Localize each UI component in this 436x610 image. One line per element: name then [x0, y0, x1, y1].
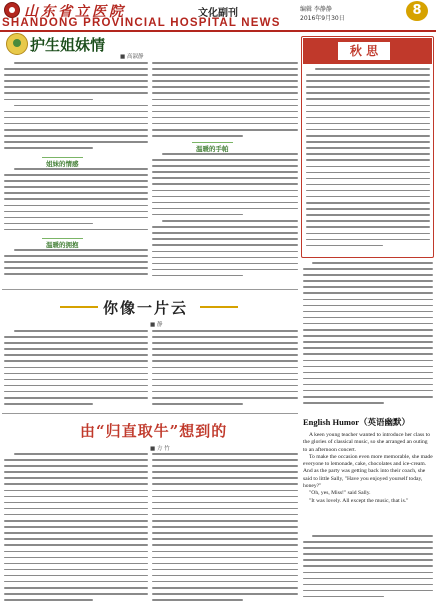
article-1-col-1a — [4, 62, 148, 157]
article-2-byline: ■ 静 — [150, 322, 163, 328]
article-1-subhead-1: 姐妹的情感 — [42, 157, 83, 170]
article-3-byline: ■ 方 竹 — [150, 446, 170, 452]
english-humor-title: English Humor（英语幽默） — [303, 417, 410, 427]
divider-2 — [2, 413, 298, 414]
hospital-logo-icon — [4, 2, 20, 18]
right-col-text — [303, 262, 433, 408]
divider-1 — [2, 289, 298, 290]
english-humor-paragraph: "It was lovely. All except the music, that is." — [309, 497, 409, 504]
editor-info: 编辑 李静静 — [300, 6, 332, 13]
hospital-name-en: SHANDONG PROVINCIAL HOSPITAL NEWS — [2, 17, 281, 29]
article-1-subhead-2: 温暖的手帕 — [192, 142, 233, 155]
issue-date: 2016年9月30日 — [300, 15, 345, 22]
masthead — [0, 0, 436, 30]
english-humor-paragraph: "Oh, yes, Miss!" said Sally. — [309, 490, 371, 497]
article-2-col-1 — [4, 330, 148, 410]
nurse-portrait-icon — [6, 33, 28, 55]
article-3-col-1 — [4, 453, 148, 607]
article-1-col-2b — [152, 153, 298, 283]
article-1-title: 护生姐妹情 — [30, 36, 106, 54]
article-3-col-2 — [152, 453, 298, 607]
hospital-name-cn: 山东省立医院 — [24, 4, 126, 20]
section-name: 文化副刊 — [198, 8, 238, 19]
page-number-badge: 8 — [406, 1, 428, 21]
autumn-title: 秋 思 — [338, 42, 390, 60]
autumn-text — [306, 68, 430, 254]
article-2-title: 你像一片云 — [103, 299, 189, 317]
english-humor-body — [303, 432, 433, 505]
article-1-col-2a — [152, 62, 298, 142]
english-humor-paragraph: To make the occasion even more memorable, she made everyone to lemonade, cake, chocolates and ice-cream. And as the party was getting back into their coach, she said to little Sally, "Have you enjoyed yourself today, honey?" — [303, 453, 433, 490]
article-1-col-1c — [4, 249, 148, 283]
title-ornament-right — [200, 306, 238, 308]
article-1-byline: ■ 高淑静 — [120, 54, 144, 60]
english-humor-translation — [303, 535, 433, 607]
english-humor-paragraph: A keen young teacher wanted to introduce her class to the glories of classical music, so she arranged an outing to an afternoon concert. — [303, 432, 430, 453]
title-ornament-left — [60, 306, 98, 308]
masthead-divider — [0, 30, 436, 32]
article-3-title: 由“归直取牛”想到的 — [80, 422, 228, 440]
article-1-subhead-3: 温暖的拥抱 — [42, 238, 83, 251]
article-1-col-1b — [4, 168, 148, 236]
article-2-col-2 — [152, 330, 298, 410]
